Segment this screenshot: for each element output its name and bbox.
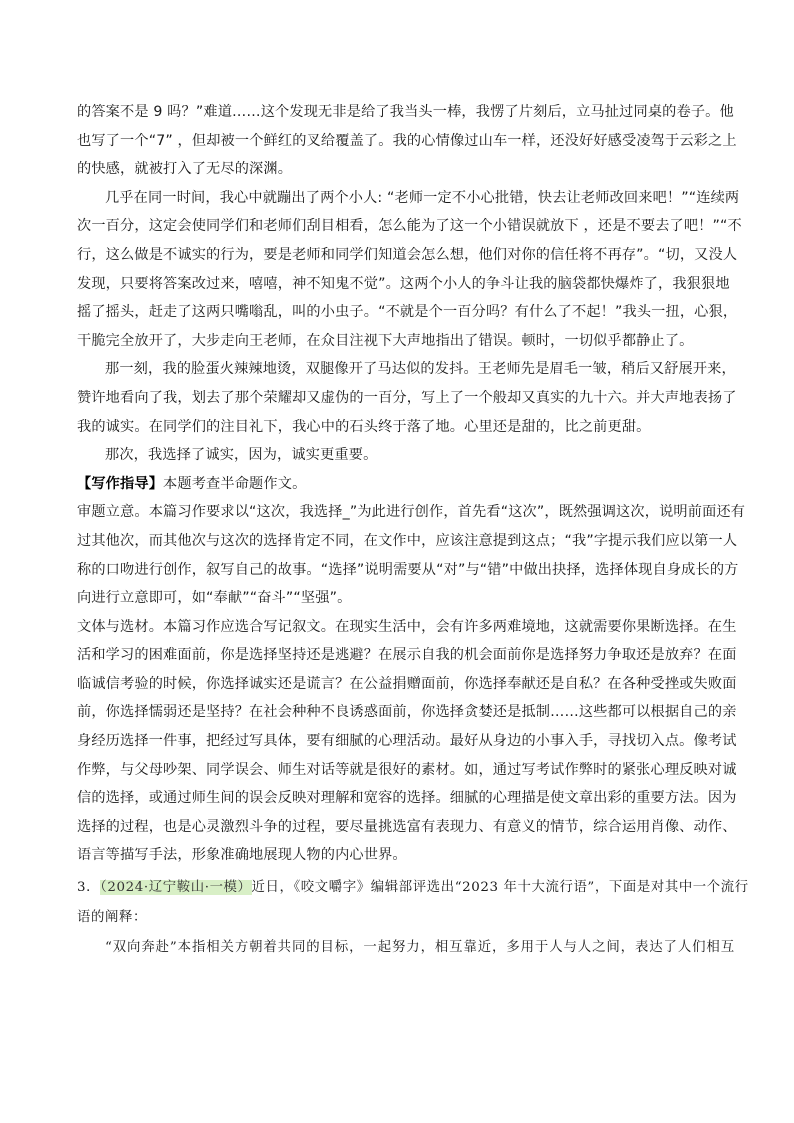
body-line: 的快感，就被打入了无尽的深渊。 <box>77 161 293 178</box>
body-line: 那次，我选择了诚实，因为，诚实更重要。 <box>105 447 378 464</box>
guide-line: 文体与选材。本篇习作应选合写记叙文。在现实生活中，会有许多两难境地，这就需要你果断选择。在生 <box>77 618 737 635</box>
question-3-line-2: 语的阐释： <box>77 910 147 926</box>
guide-heading <box>77 470 717 499</box>
body-line: 摇了摇头，赶走了这两只嘴嗡乱，叫的小虫子。“不就是个一百分吗？有什么了不起！”我头一扭，心狠， <box>77 304 738 321</box>
body-line: 发现，只要将答案改过来，嘻嘻，神不知鬼不觉”。这两个小人的争斗让我的脑袋都快爆炸了，我狠狠地 <box>77 275 730 292</box>
body-line: 赞许地看向了我，划去了那个荣耀却又虚伪的一百分，写上了一个般却又真实的九十六。并大声地表扬了 <box>77 389 737 406</box>
body-line: 几乎在同一时间，我心中就蹦出了两个小人: “老师一定不小心批错，快去让老师改回来吧！”“连续两 <box>105 189 740 206</box>
guide-line: 活和学习的困难面前，你是选择坚持还是逃避？在展示自我的机会面前你是选择努力争取还是放弃？在面 <box>77 647 737 664</box>
body-line: 我的诚实。在同学们的注目礼下，我心中的石头终于落了地。心里还是甜的，比之前更甜。 <box>77 418 651 435</box>
guide-line: 信的选择，或通过师生间的误会反映对理解和宽容的选择。细腻的心理描是使文章出彩的重要方法。因为 <box>77 790 737 807</box>
guide-line: 前，你选择懦弱还是坚持？在社会种种不良诱惑面前，你选择贪婪还是抵制……这些都可以根据自己的亲 <box>77 704 737 721</box>
guide-line: 语言等描写手法，形象准确地展现人物的内心世界。 <box>77 847 407 864</box>
guide-line: 过其他次，而其他次与这次的选择肯定不同，在文作中，应该注意提到这点；“我”字提示我们应以第一人 <box>77 532 738 549</box>
guide-intro: 本题考查半命题作文。 <box>163 475 307 492</box>
guide-line: 向进行立意即可，如“奉献”“奋斗”“坚强”。 <box>77 590 352 607</box>
guide-line: 身经历选择一件事，把经过写具体，要有细腻的心理活动。最好从身边的小事入手，寻找切入点。像考试 <box>77 733 737 750</box>
guide-line: 作弊，与父母吵架、同学误会、师生对话等就是很好的素材。如，通过写考试作弊时的紧张心理反映对诚 <box>77 761 737 778</box>
document-content <box>77 98 749 963</box>
question-3-line-3: “双向奔赴”本指相关方朝着共同的目标，一起努力，相互靠近，多用于人与人之间，表达了人们相互 <box>105 940 735 956</box>
guide-bracket-label: 【写作指导】 <box>77 475 164 492</box>
body-line: 行，这么做是不诚实的行为，要是老师和同学们知道会怎么想，他们对你的信任将不再存”。“切，又没人 <box>77 246 738 263</box>
body-line: 那一刻，我的脸蛋火辣辣地烫，双腿像开了马达似的发抖。王老师先是眉毛一皱，稍后又舒展开来， <box>105 361 736 378</box>
question-3 <box>77 873 749 963</box>
source-tag: （2024·辽宁鞍山·一模） <box>100 880 252 896</box>
writing-guide <box>77 470 746 870</box>
question-number: 3． <box>77 880 101 896</box>
body-line: 的答案不是 9 吗？”难道……这个发现无非是给了我当头一棒，我愣了片刻后，立马扯过同桌的卷子。他 <box>77 104 734 120</box>
guide-line: 选择的过程，也是心灵激烈斗争的过程，要尽量挑选富有表现力、有意义的情节，综合运用肖像、动作、 <box>77 818 737 835</box>
essay-body <box>77 98 742 470</box>
guide-line: 称的口吻进行创作，叙写自己的故事。“选择”说明需要从“对”与“错”中做出抉择，选择体现自身成长的方 <box>77 561 739 578</box>
body-line: 干脆完全放开了，大步走向王老师，在众目注视下大声地指出了错误。顿时，一切似乎都静止了。 <box>77 332 694 349</box>
question-text: 近日，《咬文嚼字》编辑部评选出“2023 年十大流行语”，下面是对其中一个流行 <box>251 880 749 896</box>
guide-line: 审题立意。本篇习作要求以“这次，我选择_”为此进行创作，首先看“这次”，既然强调这次，说明前面还有 <box>77 504 746 521</box>
guide-line: 临诚信考验的时候，你选择诚实还是谎言？在公益捐赠面前，你选择奉献还是自私？在各种受挫或失败面 <box>77 675 737 692</box>
body-line: 次一百分，这定会使同学们和老师们刮目相看，怎么能为了这一个小错误就放下 ，还是不要去了吧！”“不 <box>77 218 742 235</box>
body-line: 也写了一个“7” ，但却被一个鲜红的叉给覆盖了。我的心情像过山车一样，还没好好感受凌驾于云彩之上 <box>77 132 737 149</box>
question-3-line-1 <box>77 873 749 903</box>
